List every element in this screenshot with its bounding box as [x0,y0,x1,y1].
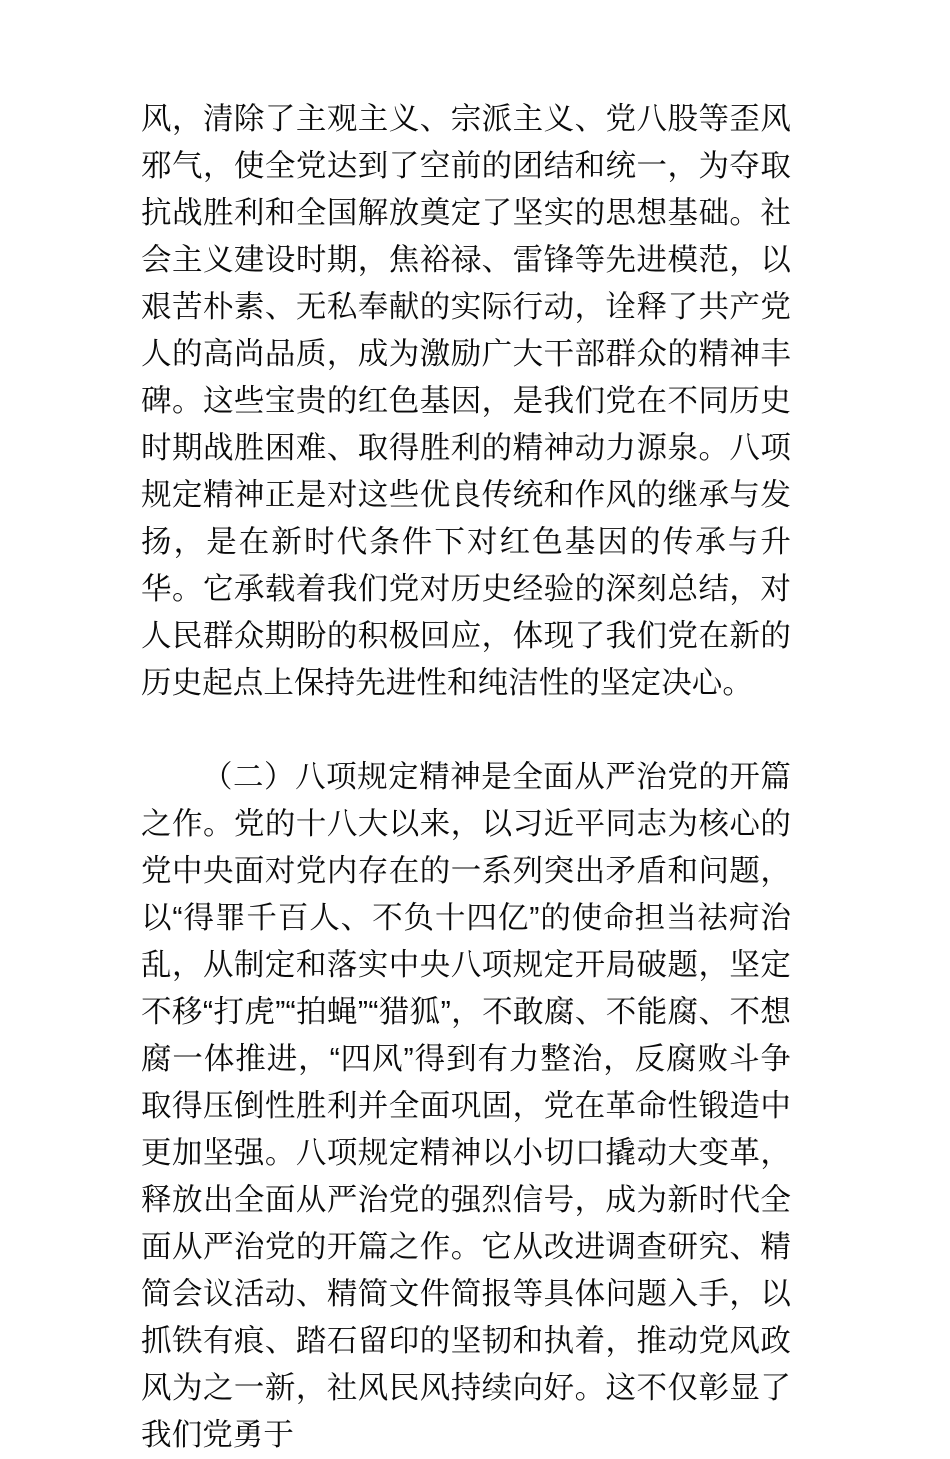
paragraph-continued: 风，清除了主观主义、宗派主义、党八股等歪风邪气，使全党达到了空前的团结和统一，为夺取抗战胜利和全国解放奠定了坚实的思想基础。社会主义建设时期，焦裕禄、雷锋等先进模范，以艰苦朴素、无私奉献的实际行动，诠释了共产党人的高尚品质，成为激励广大干部群众的精神丰碑。这些宝贵的红色基因，是我们党在不同历史时期战胜困难、取得胜利的精神动力源泉。八项规定精神正是对这些优良传统和作风的继承与发扬，是在新时代条件下对红色基因的传承与升华。它承载着我们党对历史经验的深刻总结，对人民群众期盼的积极回应，体现了我们党在新的历史起点上保持先进性和纯洁性的坚定决心。 [141,102,791,700]
document-text-body [141,96,791,1459]
paragraph-section-two: （二）八项规定精神是全面从严治党的开篇之作。党的十八大以来，以习近平同志为核心的党中央面对党内存在的一系列突出矛盾和问题，以“得罪千百人、不负十四亿”的使命担当祛疴治乱，从制定和落实中央八项规定开局破题，坚定不移“打虎”“拍蝇”“猎狐”，不敢腐、不能腐、不想腐一体推进，“四风”得到有力整治，反腐败斗争取得压倒性胜利并全面巩固，党在革命性锻造中更加坚强。八项规定精神以小切口撬动大变革，释放出全面从严治党的强烈信号，成为新时代全面从严治党的开篇之作。它从改进调查研究、精简会议活动、精简文件简报等具体问题入手，以抓铁有痕、踏石留印的坚韧和执着，推动党风政风为之一新，社风民风持续向好。这不仅彰显了我们党勇于 [141,760,791,1452]
